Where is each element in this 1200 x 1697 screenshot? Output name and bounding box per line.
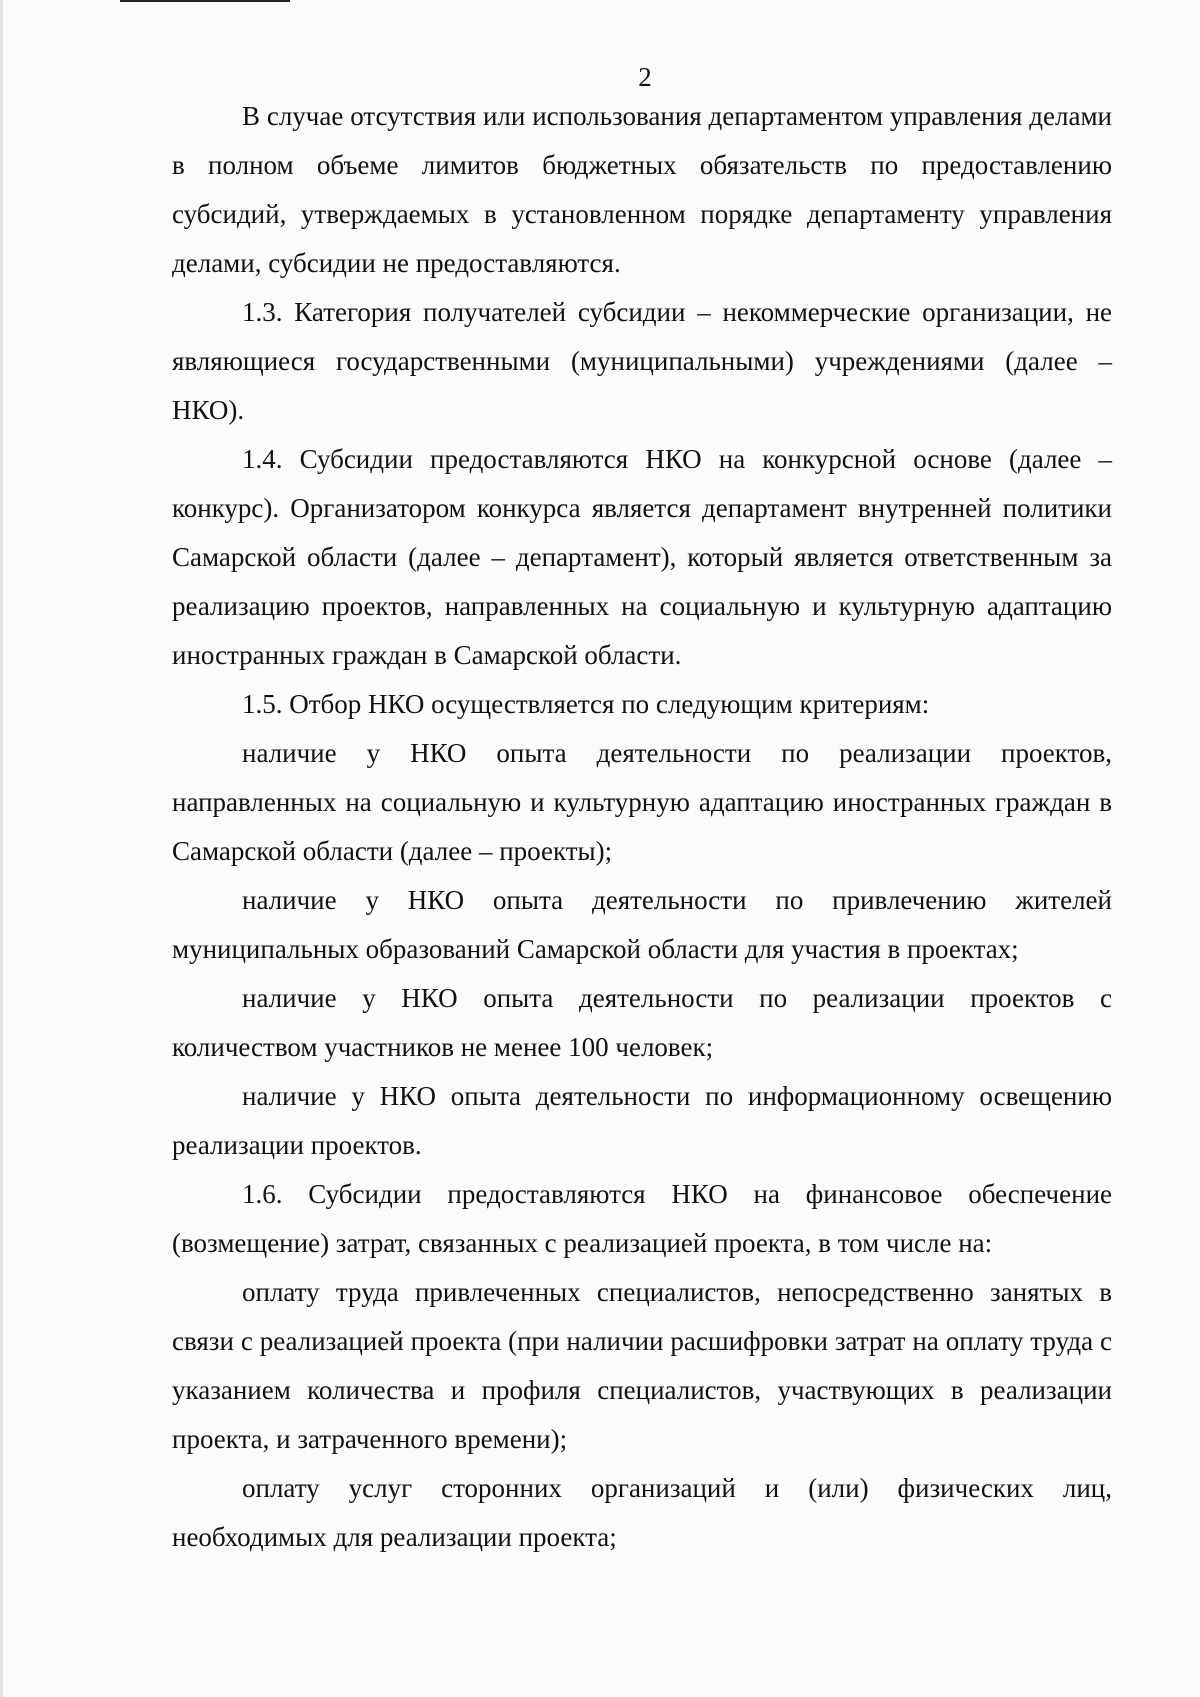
expense-item: оплату труда привлеченных специалистов, непосредственно занятых в связи с реализацией проекта (при наличии расшифровки затрат на оплату труда с указанием количества и профиля специалистов, участвующих в реализации проекта, и затраченного времени);: [172, 1277, 1112, 1454]
criterion-item: наличие у НКО опыта деятельности по привлечению жителей муниципальных образований Самарской области для участия в проектах;: [172, 885, 1112, 964]
top-rule: [120, 0, 290, 2]
criterion-item: наличие у НКО опыта деятельности по реализации проектов, направленных на социальную и культурную адаптацию иностранных граждан в Самарской области (далее – проекты);: [172, 738, 1112, 866]
expense-item: оплату услуг сторонних организаций и (или) физических лиц, необходимых для реализации проекта;: [172, 1473, 1112, 1552]
criterion-item: наличие у НКО опыта деятельности по реализации проектов с количеством участников не менее 100 человек;: [172, 983, 1112, 1062]
paragraph-1-4: 1.4. Субсидии предоставляются НКО на конкурсной основе (далее – конкурс). Организатором конкурса является департамент внутренней политики Самарской области (далее – департамент), который является ответственным за реализацию проектов, направленных на социальную и культурную адаптацию иностранных граждан в Самарской области.: [172, 444, 1112, 670]
paragraph-1-6: 1.6. Субсидии предоставляются НКО на финансовое обеспечение (возмещение) затрат, связанных с реализацией проекта, в том числе на:: [172, 1179, 1112, 1258]
page-number: 2: [638, 62, 652, 92]
paragraph-1-3: 1.3. Категория получателей субсидии – некоммерческие организации, не являющиеся государственными (муниципальными) учреждениями (далее – НКО).: [172, 297, 1112, 425]
scan-edge: [0, 0, 3, 1697]
paragraph-1-5: 1.5. Отбор НКО осуществляется по следующим критериям:: [242, 689, 930, 719]
paragraph-budget-limits: В случае отсутствия или использования департаментом управления делами в полном объеме лимитов бюджетных обязательств по предоставлению субсидий, утверждаемых в установленном порядке департаменту управления делами, субсидии не предоставляются.: [172, 101, 1112, 278]
criterion-item: наличие у НКО опыта деятельности по информационному освещению реализации проектов.: [172, 1081, 1112, 1160]
document-body: [172, 92, 1112, 1562]
